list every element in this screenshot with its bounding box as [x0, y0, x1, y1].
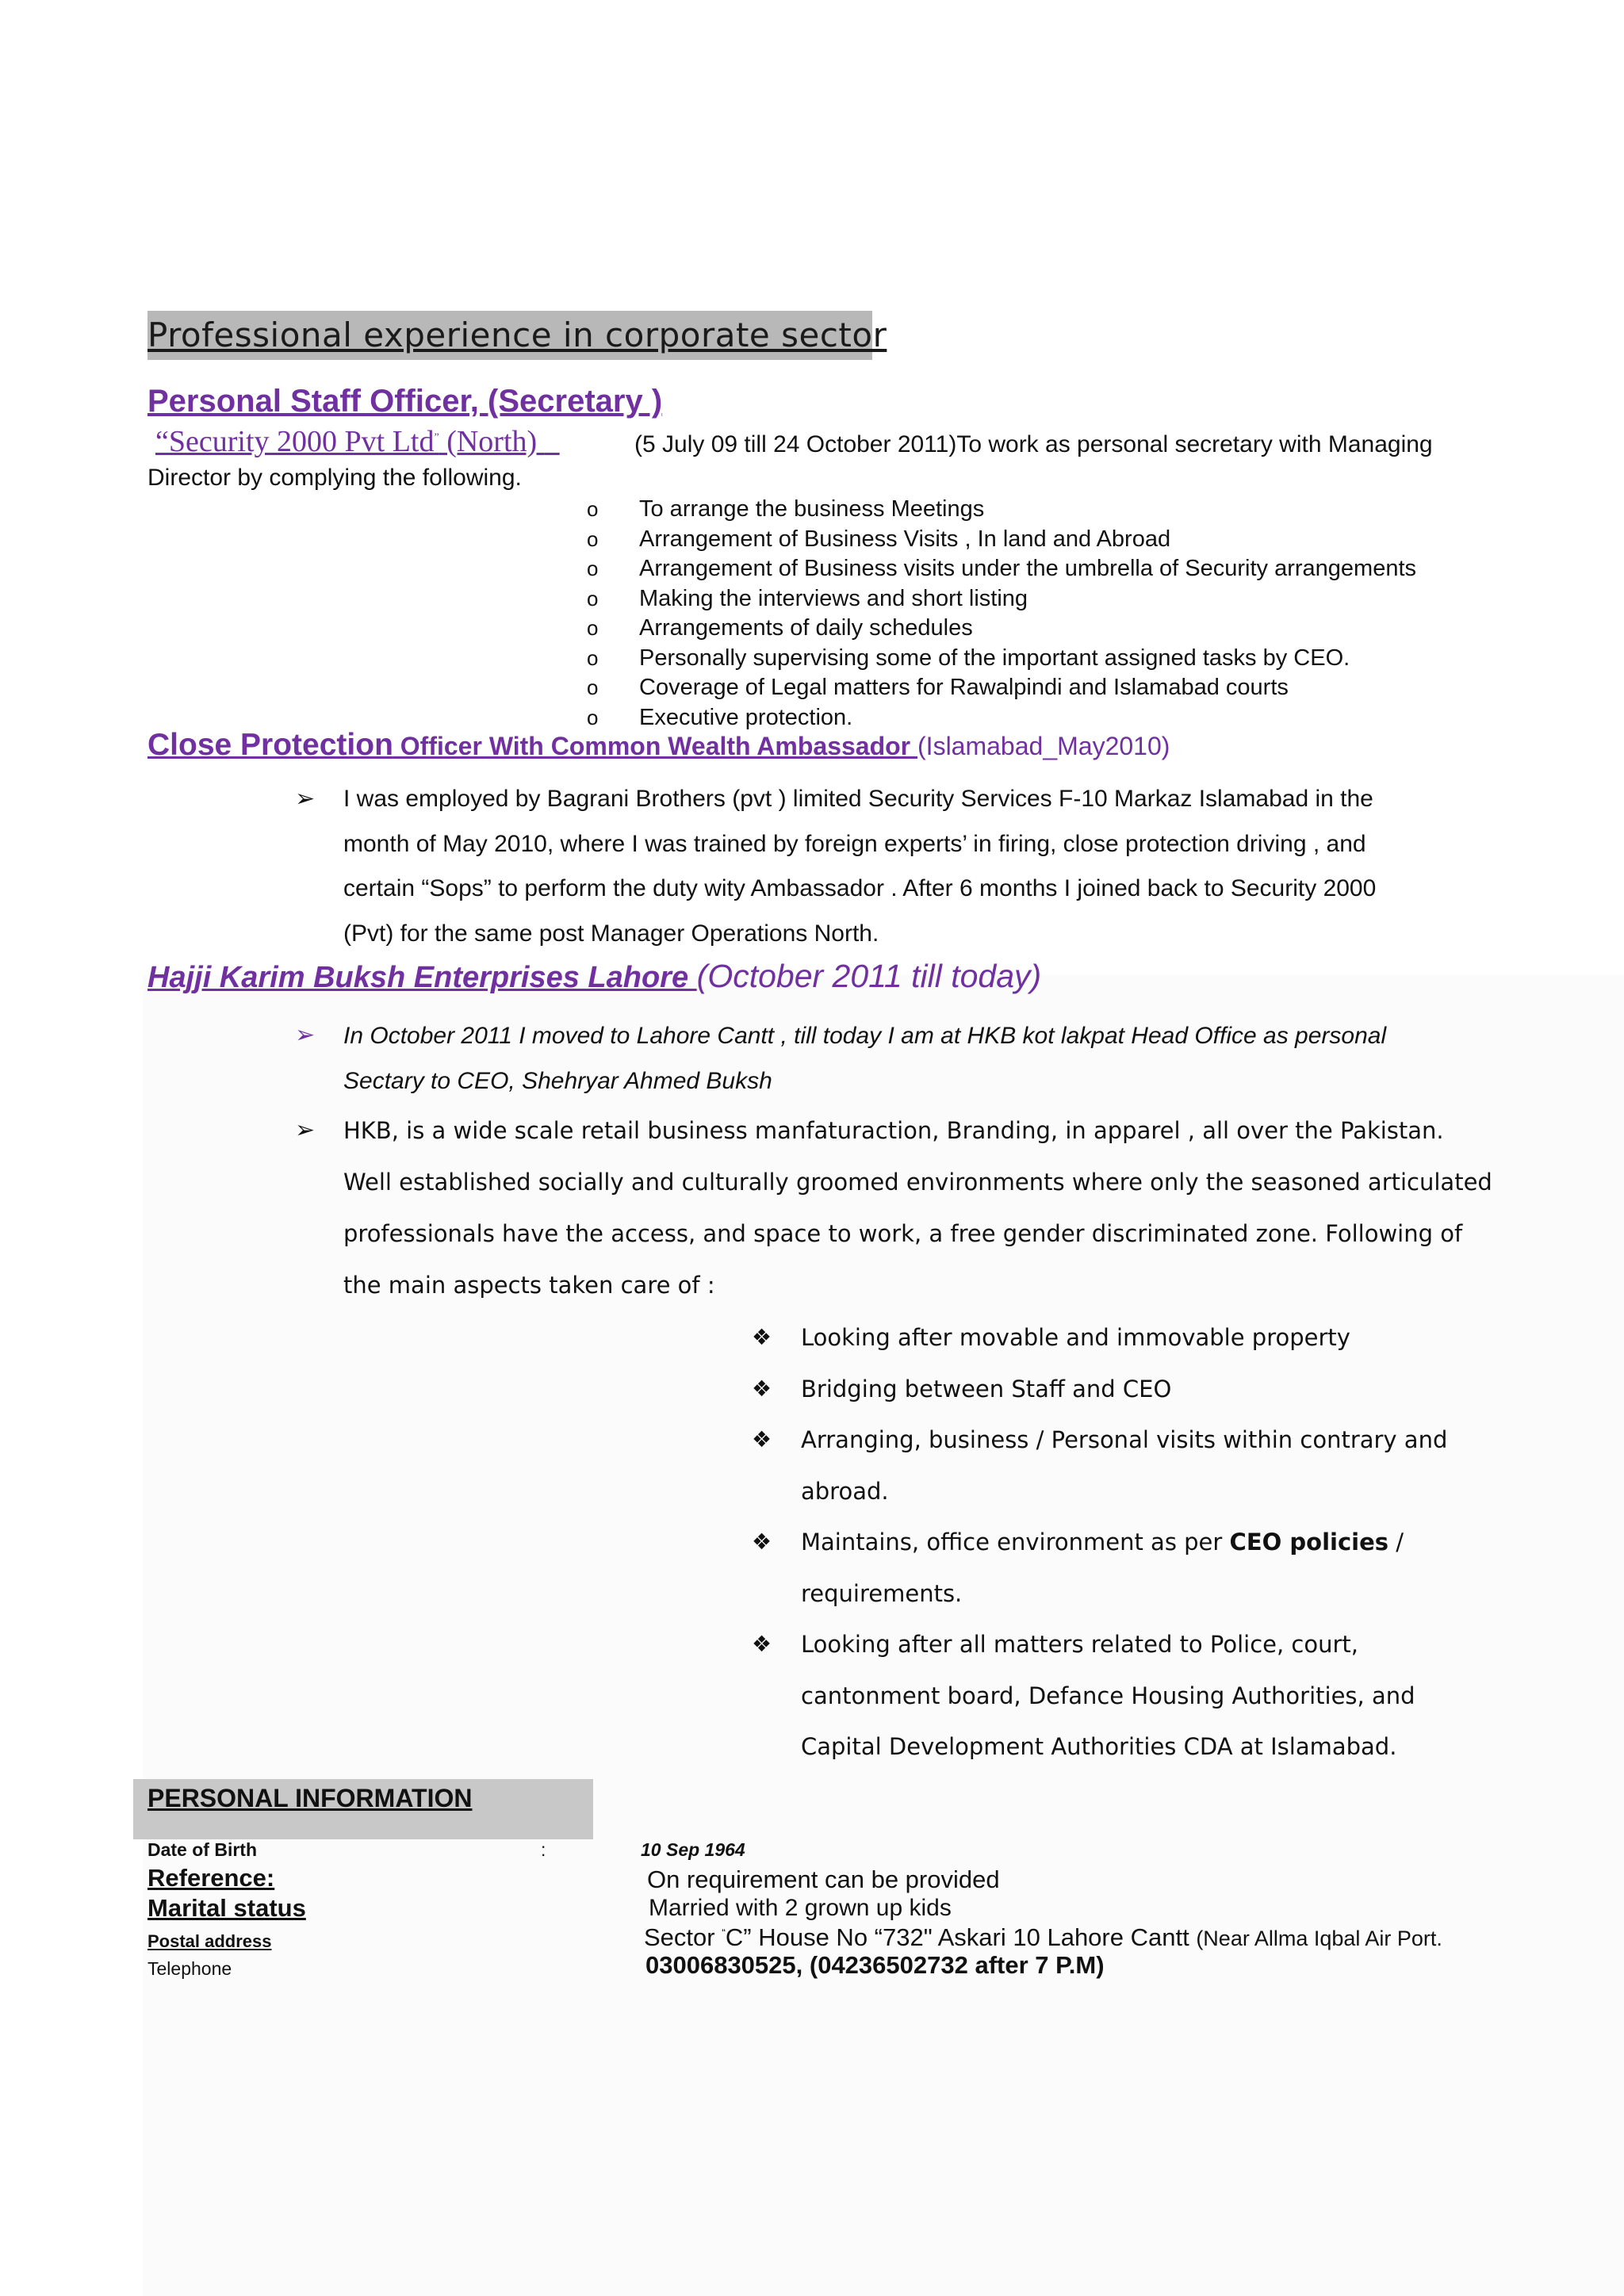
reference-value: On requirement can be provided — [647, 1866, 1000, 1893]
job3-desc-line: professionals have the access, and space to work, a free gender discriminated zone. Following of — [343, 1220, 1463, 1247]
bullet-marker: o — [587, 497, 599, 521]
job1-period-cont: Director by complying the following. — [147, 465, 522, 491]
marital-value: Married with 2 grown up kids — [649, 1895, 952, 1921]
postal-label: Postal address — [147, 1931, 272, 1951]
job2-title — [147, 728, 1170, 763]
duty-text: Executive protection. — [639, 704, 853, 730]
telephone-label: Telephone — [147, 1958, 232, 1979]
dob-colon: : — [541, 1839, 546, 1860]
list-item — [587, 673, 1416, 703]
job1-period: (5 July 09 till 24 October 2011)To work as personal secretary with Managing — [634, 431, 1433, 457]
job1-company — [155, 424, 560, 459]
list-item-continuation — [752, 1670, 1513, 1722]
bullet-marker: o — [587, 675, 599, 699]
list-item-continuation — [752, 1466, 1513, 1517]
job3-description — [343, 1105, 1492, 1311]
arrow-bullet: ➢ — [295, 786, 316, 812]
list-item — [587, 644, 1416, 674]
job3-intro — [343, 1013, 1386, 1104]
list-item-continuation — [752, 1721, 1513, 1773]
bullet-marker: o — [587, 616, 599, 640]
list-item — [752, 1364, 1513, 1415]
personal-info-heading-text: PERSONAL INFORMATION — [147, 1784, 473, 1812]
aspect-text: Maintains, office environment as per — [801, 1529, 1230, 1556]
duty-text: To arrange the business Meetings — [639, 496, 985, 522]
job2-line: month of May 2010, where I was trained by foreign experts’ in firing, close protection driving , and — [343, 830, 1366, 857]
job3-intro-line: In October 2011 I moved to Lahore Cantt , till today I am at HKB kot lakpat Head Office as personal — [343, 1023, 1387, 1049]
list-item — [587, 584, 1416, 614]
dob-value: 10 Sep 1964 — [641, 1839, 745, 1860]
job2-paragraph — [343, 777, 1376, 956]
job3-intro-line: Sectary to CEO, Shehryar Ahmed Buksh — [343, 1068, 772, 1094]
job1-company-region: (North) — [439, 425, 545, 458]
aspect-text: cantonment board, Defance Housing Authorities, and — [801, 1682, 1415, 1709]
aspect-text: requirements. — [801, 1579, 963, 1607]
marital-label: Marital status — [147, 1894, 306, 1922]
list-item — [587, 525, 1416, 555]
duty-text: Arrangements of daily schedules — [639, 615, 973, 641]
diamond-bullet-icon: ❖ — [752, 1426, 772, 1452]
postal-value — [644, 1923, 1442, 1952]
aspect-text: Looking after movable and immovable property — [801, 1324, 1350, 1351]
job3-period: (October 2011 till today) — [696, 958, 1042, 994]
diamond-bullet-icon: ❖ — [752, 1529, 772, 1555]
job3-desc-line: HKB, is a wide scale retail business manfaturaction, Branding, in apparel , all over the Pakistan. — [343, 1117, 1444, 1144]
job1-company-name: “Security 2000 Pvt Ltd — [155, 425, 435, 458]
bullet-marker: o — [587, 586, 599, 610]
job3-company: Hajji Karim Buksh Enterprises Lahore — [147, 961, 697, 994]
aspect-text: Arranging, business / Personal visits within contrary and — [801, 1426, 1448, 1453]
list-item — [587, 614, 1416, 644]
duty-text: Arrangement of Business visits under the umbrella of Security arrangements — [639, 556, 1417, 581]
postal-value-a: Sector — [644, 1923, 722, 1951]
list-item — [752, 1619, 1513, 1670]
job1-company-mark: ” — [434, 431, 439, 444]
job2-title-a: Close Protection — [147, 728, 393, 762]
list-item-continuation — [752, 1568, 1513, 1620]
personal-info-heading — [133, 1779, 593, 1839]
bullet-marker: o — [587, 557, 599, 580]
bullet-marker: o — [587, 645, 599, 670]
postal-mark: “ — [722, 1926, 726, 1939]
list-item — [587, 554, 1416, 584]
job2-line: (Pvt) for the same post Manager Operations North. — [343, 920, 879, 947]
list-item — [752, 1312, 1513, 1364]
job1-title: Personal Staff Officer, (Secretary ) — [147, 384, 663, 419]
list-item — [587, 495, 1416, 525]
arrow-bullet: ➢ — [295, 1022, 316, 1048]
job2-line: certain “Sops” to perform the duty wity Ambassador . After 6 months I joined back to Security 2000 — [343, 875, 1377, 901]
job2-line: I was employed by Bagrani Brothers (pvt ) limited Security Services F-10 Markaz Islamabad in the — [343, 786, 1373, 812]
duty-text: Personally supervising some of the important assigned tasks by CEO. — [639, 645, 1350, 671]
job3-desc-line: Well established socially and culturally groomed environments where only the seasoned articulated — [343, 1169, 1492, 1196]
duty-text: Coverage of Legal matters for Rawalpindi and Islamabad courts — [639, 675, 1289, 700]
postal-value-b: C” House No “732" Askari 10 Lahore Cantt — [725, 1923, 1197, 1951]
job3-desc-line: the main aspects taken care of : — [343, 1272, 715, 1299]
postal-value-c: (Near Allma Iqbal Air Port. — [1196, 1927, 1442, 1950]
job2-location: (Islamabad_May2010) — [917, 732, 1170, 760]
duty-text: Arrangement of Business Visits , In land and Abroad — [639, 526, 1171, 552]
diamond-bullet-icon: ❖ — [752, 1324, 772, 1350]
aspect-text: / — [1388, 1529, 1404, 1556]
bullet-marker: o — [587, 705, 599, 729]
aspect-text: Looking after all matters related to Police, court, — [801, 1631, 1359, 1658]
list-item — [752, 1414, 1513, 1466]
list-item — [752, 1517, 1513, 1568]
aspect-text: abroad. — [801, 1477, 889, 1505]
job3-aspects-list — [752, 1312, 1513, 1773]
job2-title-b: Officer With Common Wealth Ambassador — [393, 732, 918, 760]
diamond-bullet-icon: ❖ — [752, 1631, 772, 1657]
job1-duties-list — [587, 495, 1416, 733]
aspect-text: Bridging between Staff and CEO — [801, 1375, 1172, 1402]
duty-text: Making the interviews and short listing — [639, 585, 1028, 611]
aspect-text-bold: CEO policies — [1229, 1529, 1389, 1556]
job3-title — [147, 958, 1041, 995]
bullet-marker: o — [587, 526, 599, 551]
telephone-value: 03006830525, (04236502732 after 7 P.M) — [645, 1951, 1105, 1979]
aspect-text: Capital Development Authorities CDA at Islamabad. — [801, 1733, 1397, 1760]
section-heading-text: Professional experience in corporate sector — [147, 316, 887, 354]
reference-label: Reference: — [147, 1864, 275, 1892]
diamond-bullet-icon: ❖ — [752, 1375, 772, 1402]
arrow-bullet: ➢ — [295, 1117, 316, 1143]
dob-label: Date of Birth — [147, 1839, 257, 1860]
section-heading — [147, 311, 887, 360]
